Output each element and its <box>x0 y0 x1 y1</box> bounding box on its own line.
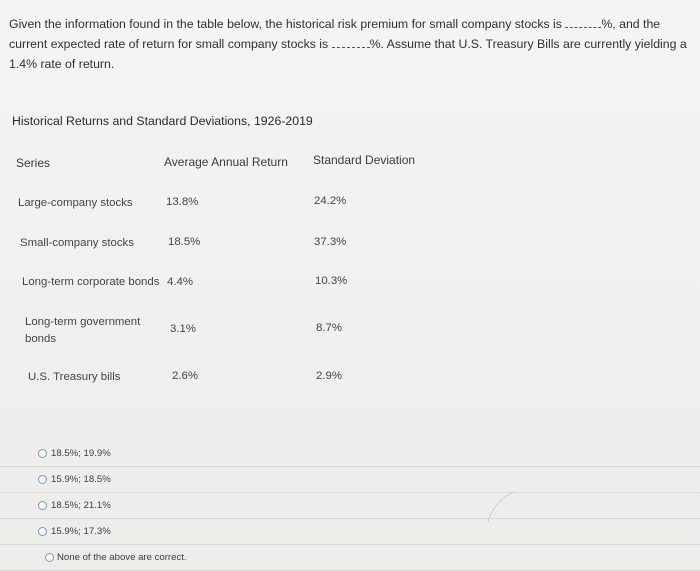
row-government-bonds-stddev: 8.7% <box>316 322 342 334</box>
header-standard-deviation: Standard Deviation <box>313 153 416 167</box>
answer-option[interactable] <box>0 466 700 493</box>
answer-option[interactable] <box>0 440 700 467</box>
question-part-1: Given the information found in the table below, the historical risk premium for small company stocks is <box>9 17 562 31</box>
question-part-3: %. Assume that U.S. Treasury Bills are currently yielding a 1.4% rate of return. <box>9 37 687 71</box>
row-small-company-stddev: 37.3% <box>314 236 347 248</box>
row-treasury-bills-stddev: 2.9% <box>316 370 342 382</box>
row-government-bonds-return: 3.1% <box>170 323 196 335</box>
row-small-company-series: Small-company stocks <box>20 237 134 249</box>
answer-option-label: None of the above are correct. <box>57 551 187 563</box>
row-corporate-bonds-stddev: 10.3% <box>315 275 348 287</box>
row-corporate-bonds-return: 4.4% <box>167 276 193 288</box>
row-small-company-return: 18.5% <box>168 236 201 248</box>
radio-icon[interactable] <box>38 475 47 484</box>
answer-blank-1 <box>565 16 601 28</box>
row-large-company-series: Large-company stocks <box>18 197 133 209</box>
radio-icon[interactable] <box>38 449 47 458</box>
header-average-annual-return: Average Annual Return <box>164 155 288 169</box>
answer-option[interactable] <box>0 492 700 519</box>
table-title: Historical Returns and Standard Deviations, 1926-2019 <box>12 114 313 128</box>
radio-icon[interactable] <box>38 527 47 536</box>
row-treasury-bills-series: U.S. Treasury bills <box>28 371 121 383</box>
answer-blank-2 <box>332 36 370 48</box>
answer-option-label: 18.5%; 19.9% <box>51 447 111 459</box>
question-text <box>9 14 695 74</box>
row-large-company-return: 13.8% <box>166 196 199 208</box>
answer-option-label: 15.9%; 18.5% <box>51 473 111 485</box>
row-corporate-bonds-series: Long-term corporate bonds <box>22 276 160 288</box>
answer-option[interactable] <box>0 518 700 545</box>
row-large-company-stddev: 24.2% <box>314 195 347 207</box>
stylus-mark <box>470 460 530 530</box>
row-government-bonds-series-line1: Long-term government <box>25 316 141 328</box>
radio-icon[interactable] <box>45 553 54 562</box>
row-government-bonds-series-line2: bonds <box>25 333 57 345</box>
header-series: Series <box>16 156 51 170</box>
answer-option-label: 18.5%; 21.1% <box>51 499 111 511</box>
radio-icon[interactable] <box>38 501 47 510</box>
row-treasury-bills-return: 2.6% <box>172 370 198 382</box>
answer-option-label: 15.9%; 17.3% <box>51 525 111 537</box>
answer-option[interactable] <box>0 544 700 571</box>
question-part-2: %, and the current expected rate of return for small company stocks is <box>9 17 661 51</box>
